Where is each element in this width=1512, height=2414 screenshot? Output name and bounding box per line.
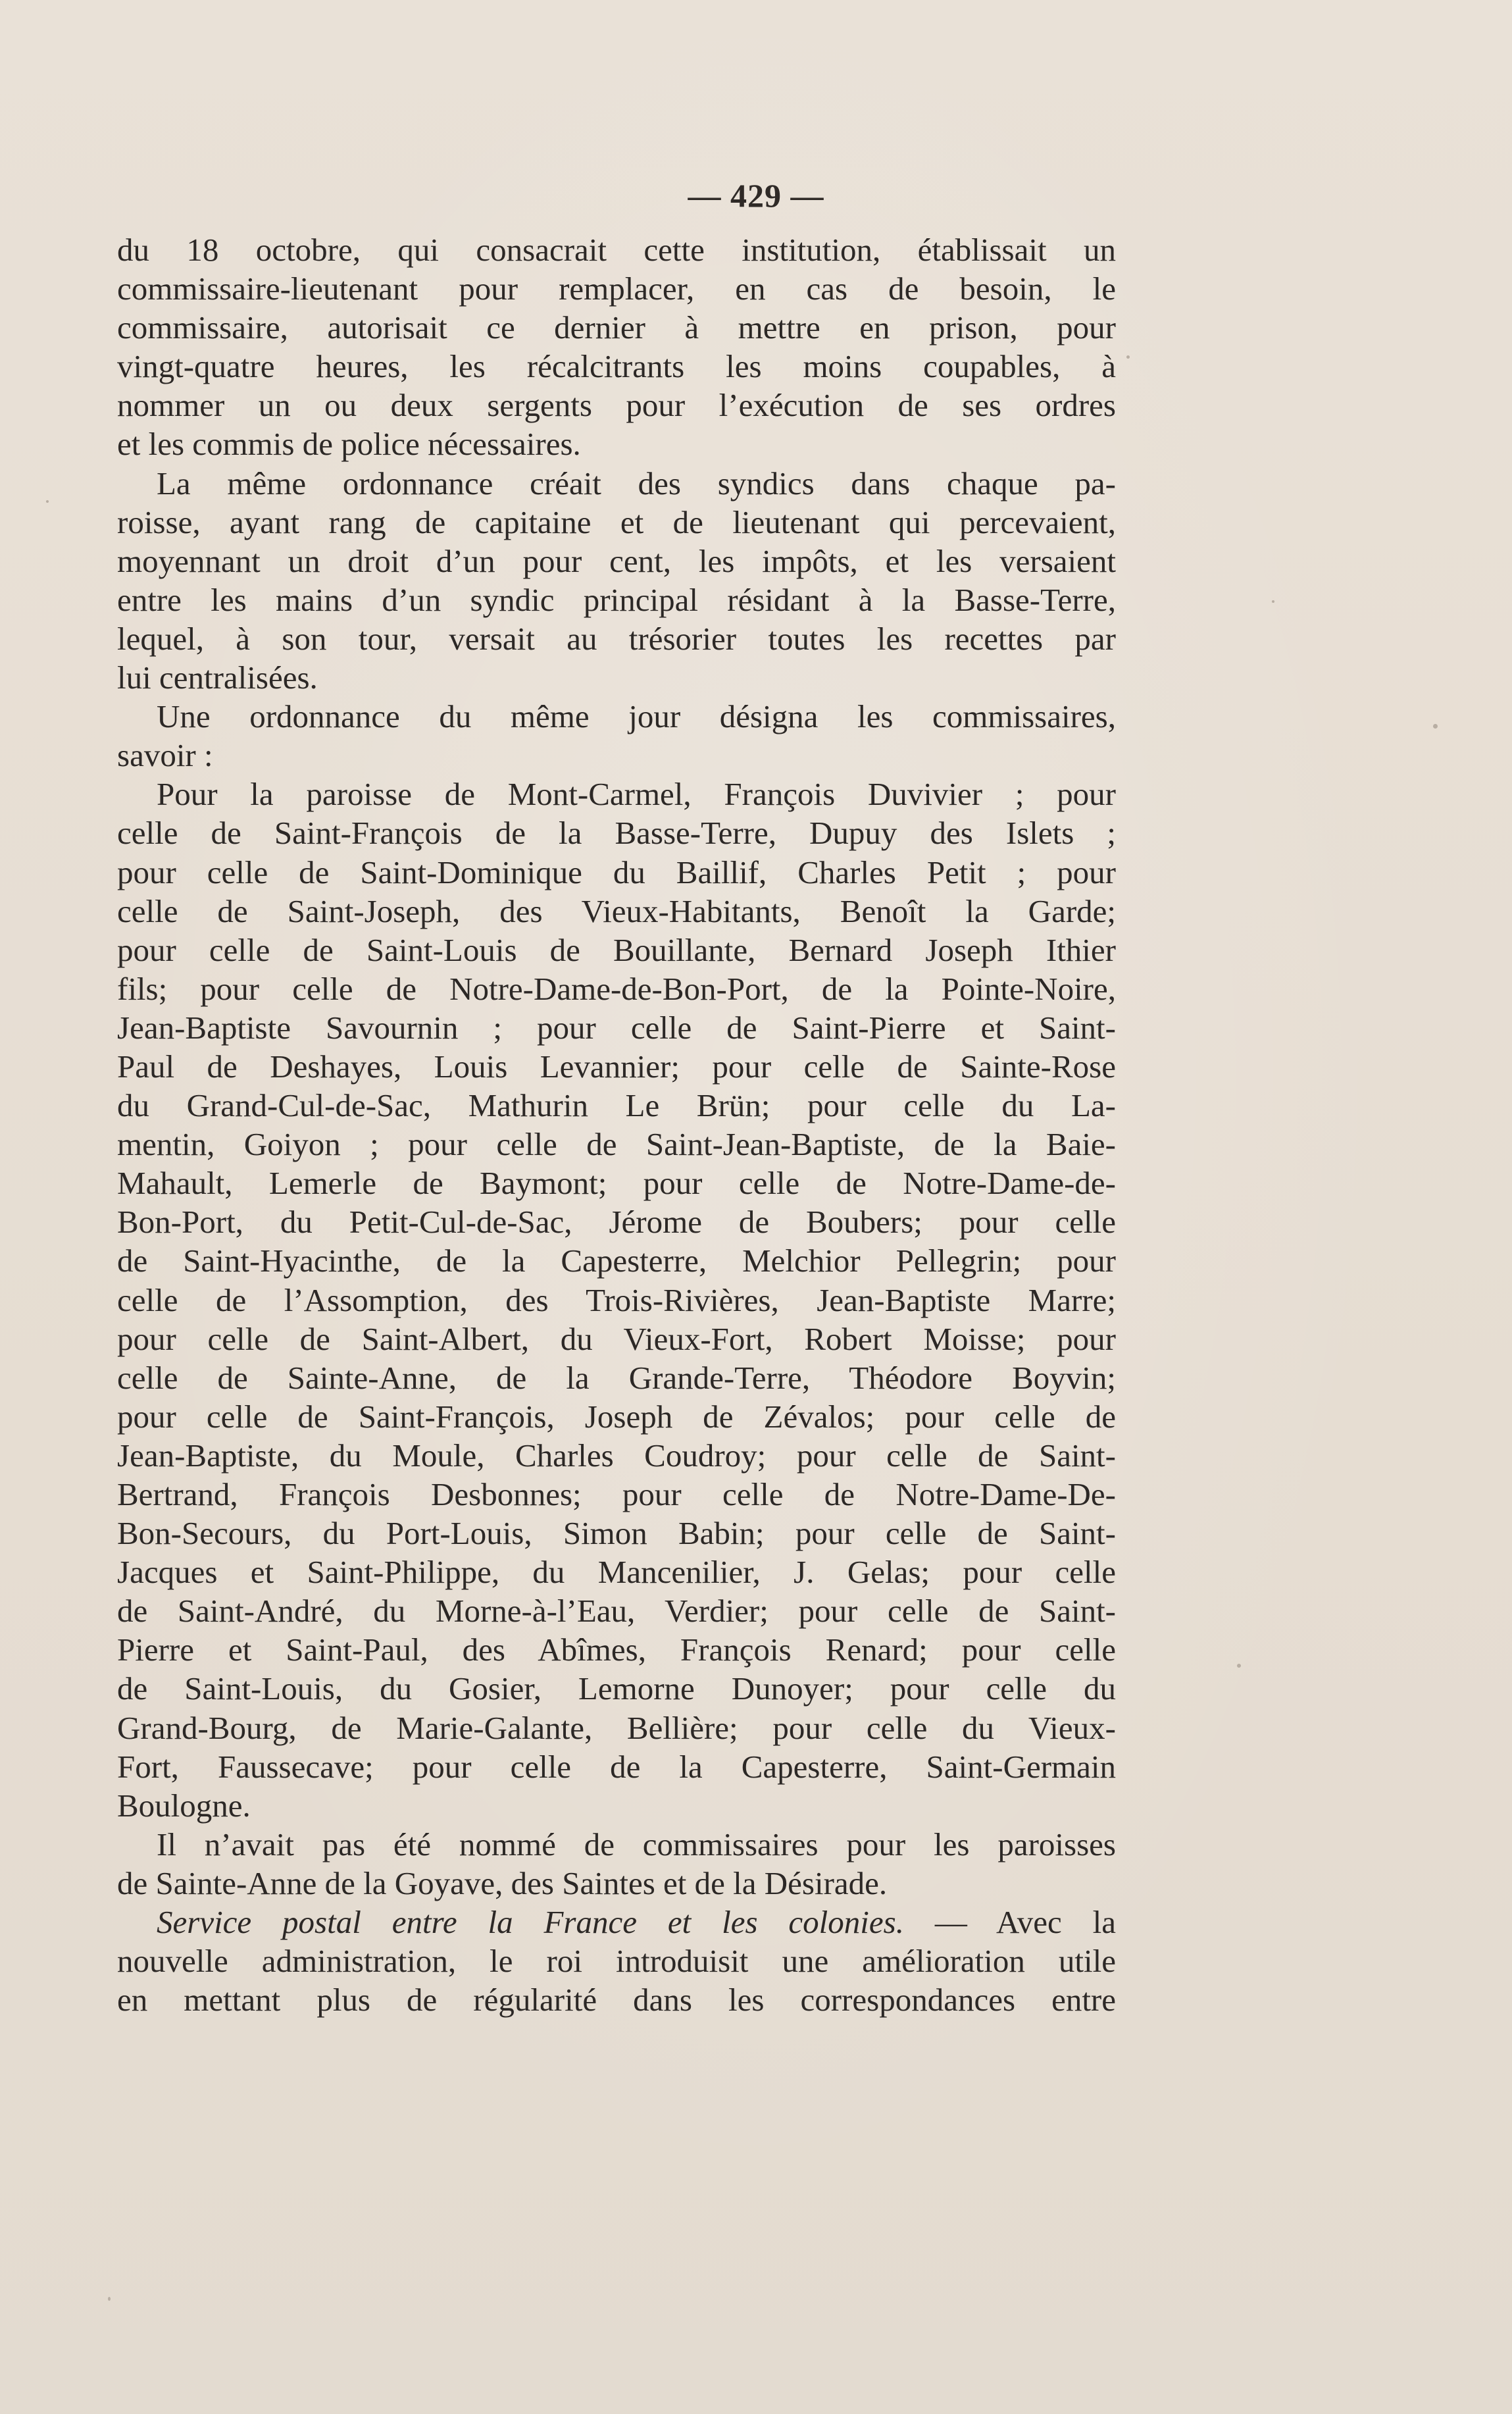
text-line: celle de Sainte-Anne, de la Grande-Terre, Théodore Boyvin; [117,1359,1116,1396]
text-line: Mahault, Lemerle de Baymont; pour celle de Notre-Dame-de- [117,1165,1116,1202]
paper-speck [1237,1664,1241,1668]
text-line: en mettant plus de régularité dans les correspondances entre [117,1982,1116,2018]
section-heading-italic: Service postal entre la France et les colonies. [157,1904,904,1941]
text-line: Jean-Baptiste, du Moule, Charles Coudroy; pour celle de Saint- [117,1437,1116,1474]
text-line: Boulogne. [117,1787,251,1824]
text-line: de Saint-Louis, du Gosier, Lemorne Dunoyer; pour celle du [117,1670,1116,1707]
text-line: pour celle de Saint-Dominique du Baillif, Charles Petit ; pour [117,854,1116,890]
text-line: entre les mains d’un syndic principal résidant à la Basse-Terre, [117,581,1116,618]
text-line: Pour la paroisse de Mont-Carmel, François Duvivier ; pour [157,776,1116,813]
text-line: pour celle de Saint-François, Joseph de Zévalos; pour celle de [117,1398,1116,1435]
text-line: pour celle de Saint-Albert, du Vieux-Fort, Robert Moisse; pour [117,1320,1116,1357]
text-line: Fort, Faussecave; pour celle de la Capesterre, Saint-Germain [117,1748,1116,1785]
section-heading-rest: — Avec la [903,1904,1116,1941]
text-line: Jean-Baptiste Savournin ; pour celle de Saint-Pierre et Saint- [117,1009,1116,1046]
text-line: Bon-Port, du Petit-Cul-de-Sac, Jérome de Boubers; pour celle [117,1204,1116,1241]
body-text [117,230,1116,2019]
paper-speck [1126,355,1130,359]
text-line: La même ordonnance créait des syndics dans chaque pa- [157,465,1116,501]
text-line: et les commis de police nécessaires. [117,426,581,463]
page-number: — 429 — [688,177,824,214]
text-line: Bertrand, François Desbonnes; pour celle de Notre-Dame-De- [117,1476,1116,1512]
closing-lines [117,1941,1116,2019]
text-line: Grand-Bourg, de Marie-Galante, Bellière; pour celle du Vieux- [117,1709,1116,1746]
text-line: celle de l’Assomption, des Trois-Rivières, Jean-Baptiste Marre; [117,1281,1116,1318]
paper-speck [108,2297,111,2301]
text-line: moyennant un droit d’un pour cent, les impôts, et les versaient [117,542,1116,579]
text-line: lui centralisées. [117,659,318,696]
text-line: Une ordonnance du même jour désigna les commissaires, [157,698,1116,735]
text-line: de Sainte-Anne de la Goyave, des Saintes et de la Désirade. [117,1864,888,1901]
text-line: Pierre et Saint-Paul, des Abîmes, François Renard; pour celle [117,1631,1116,1668]
paper-speck [1272,600,1274,603]
text-line: celle de Saint-François de la Basse-Terre, Dupuy des Islets ; [117,815,1116,852]
text-line: Jacques et Saint-Philippe, du Mancenilier, J. Gelas; pour celle [117,1554,1116,1591]
text-line: vingt-quatre heures, les récalcitrants les moins coupables, à [117,348,1116,385]
text-line: savoir : [117,737,213,774]
text-line: nouvelle administration, le roi introduisit une amélioration utile [117,1943,1116,1980]
text-line: de Saint-André, du Morne-à-l’Eau, Verdier; pour celle de Saint- [117,1593,1116,1630]
text-line: Il n’avait pas été nommé de commissaires pour les paroisses [157,1826,1116,1862]
text-line: lequel, à son tour, versait au trésorier toutes les recettes par [117,620,1116,657]
text-line: commissaire, autorisait ce dernier à mettre en prison, pour [117,309,1116,346]
text-line: fils; pour celle de Notre-Dame-de-Bon-Port, de la Pointe-Noire, [117,970,1116,1007]
text-line: mentin, Goiyon ; pour celle de Saint-Jean-Baptiste, de la Baie- [117,1126,1116,1163]
text-line: pour celle de Saint-Louis de Bouillante, Bernard Joseph Ithier [117,931,1116,968]
text-line: du 18 octobre, qui consacrait cette institution, établissait un [117,232,1116,268]
text-line: celle de Saint-Joseph, des Vieux-Habitants, Benoît la Garde; [117,892,1116,929]
paper-speck [46,500,49,503]
text-line: de Saint-Hyacinthe, de la Capesterre, Melchior Pellegrin; pour [117,1243,1116,1279]
text-line: Paul de Deshayes, Louis Levannier; pour celle de Sainte-Rose [117,1048,1116,1085]
text-line: nommer un ou deux sergents pour l’exécution de ses ordres [117,387,1116,424]
text-line: Bon-Secours, du Port-Louis, Simon Babin; pour celle de Saint- [117,1515,1116,1552]
text-line: roisse, ayant rang de capitaine et de lieutenant qui percevaient, [117,503,1116,540]
paragraph-lines [117,230,1116,1903]
text-line: du Grand-Cul-de-Sac, Mathurin Le Brün; pour celle du La- [117,1087,1116,1124]
service-postal-line [117,1903,1116,1941]
paper-speck [1433,724,1438,729]
text-line: commissaire-lieutenant pour remplacer, en cas de besoin, le [117,270,1116,307]
